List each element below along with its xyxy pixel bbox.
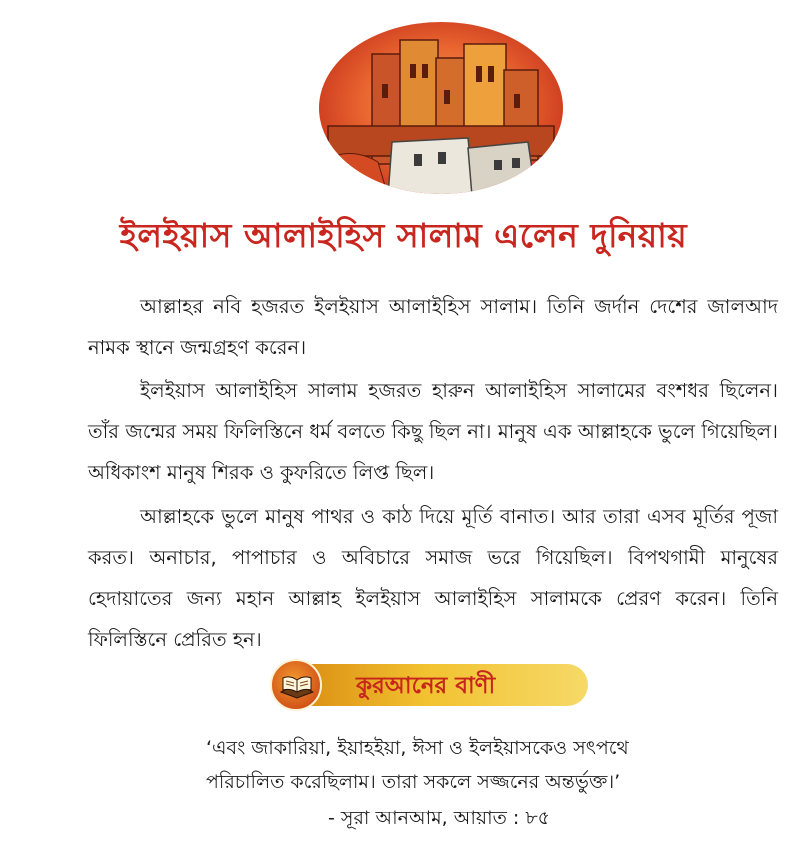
fortress-illustration [318, 14, 564, 196]
paragraph-2: ইলইয়াস আলাইহিস সালাম হজরত হারুন আলাইহিস সালামের বংশধর ছিলেন। তাঁর জন্মের সময় ফিলিস্তিনে ধর্ম বলতে কিছু ছিল না। মানুষ এক আল্লাহকে ভুলে গিয়েছিল। অধিকাংশ মানুষ শিরক ও কুফরিতে লিপ্ত ছিল। [88, 379, 778, 484]
paragraph-3: আল্লাহকে ভুলে মানুষ পাথর ও কাঠ দিয়ে মূর্তি বানাত। আর তারা এসব মূর্তির পূজা করত। অনাচার, পাপাচার ও অবিচারে সমাজ ভরে গিয়েছিল। বিপথগামী মানুষের হেদায়াতের জন্য মহান আল্লাহ ইলইয়াস আলাইহিস সালামকে প্রেরণ করেন। তিনি ফিলিস্তিনে প্রেরিত হন। [88, 505, 778, 651]
verse-line-2: পরিচালিত করেছিলাম। তারা সকলে সজ্জনের অন্তর্ভুক্ত।’ [206, 771, 621, 793]
verse-reference: - সূরা আনআম, আয়াত : ৮৫ [328, 807, 551, 829]
quran-section-banner [270, 659, 592, 711]
verse-line-1: ‘এবং জাকারিয়া, ইয়াহইয়া, ঈসা ও ইলইয়াসকেও সৎপথে [206, 737, 629, 759]
quran-book-icon [270, 659, 322, 711]
fortress-city-image [318, 14, 564, 196]
page-title: ইলইয়াস আলাইহিস সালাম এলেন দুনিয়ায় [119, 216, 688, 255]
quran-section-label: কুরআনের বাণী [356, 673, 496, 699]
paragraph-1: আল্লাহর নবি হজরত ইলইয়াস আলাইহিস সালাম। তিনি জর্দান দেশের জালআদ নামক স্থানে জন্মগ্রহণ করেন। [88, 295, 778, 359]
